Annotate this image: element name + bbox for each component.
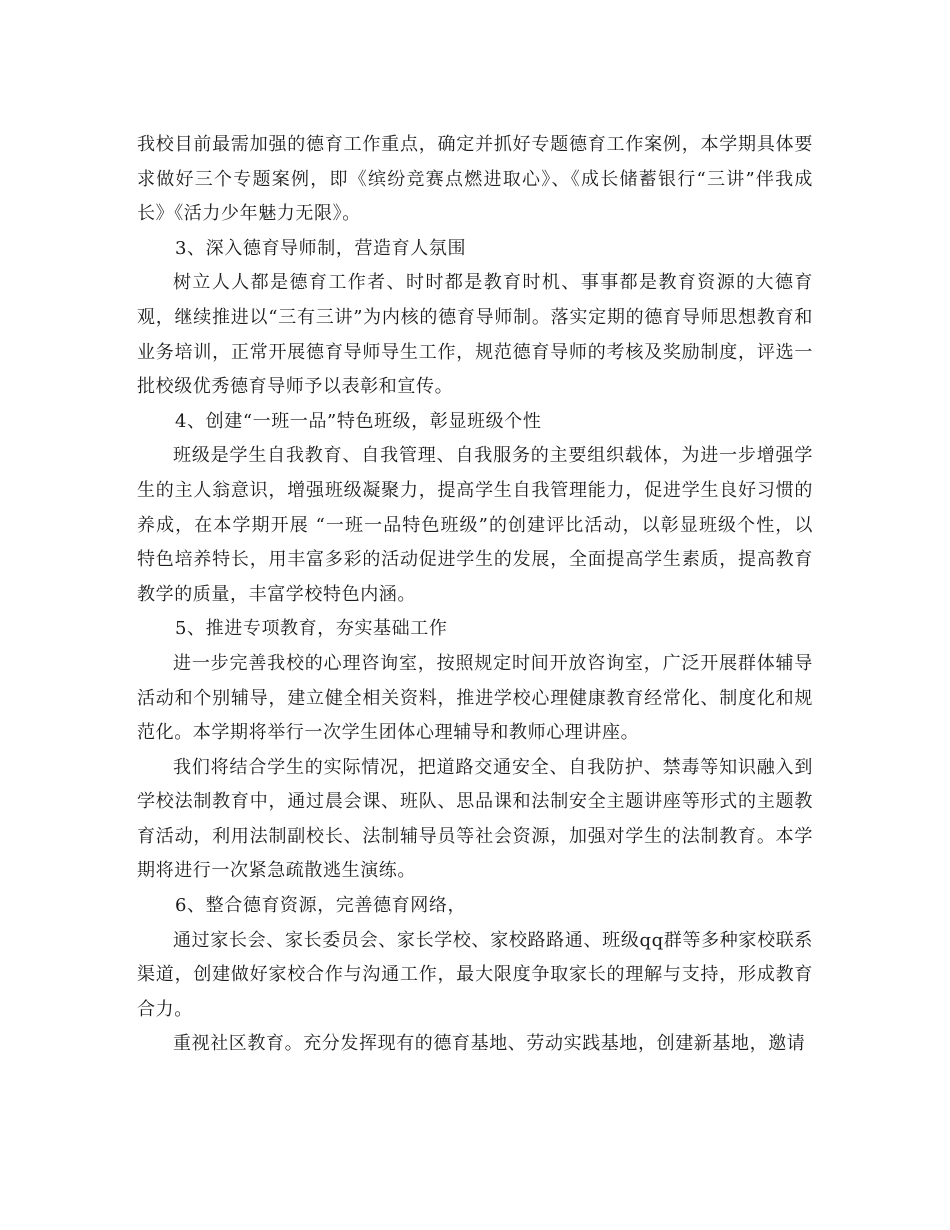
paragraph: 树立人人都是德育工作者、时时都是教育时机、事事都是教育资源的大德育观，继续推进以“三有三讲”为内核的德育导师制。落实定期的德育导师思想教育和业务培训，正常开展德育导师导生工作，规范德育导师的考核及奖励制度，评选一批校级优秀德育导师予以表彰和宣传。: [137, 272, 813, 398]
paragraph: 班级是学生自我教育、自我管理、自我服务的主要组织载体，为进一步增强学生的主人翁意识，增强班级凝聚力，提高学生自我管理能力，促进学生良好习惯的养成，在本学期开展 “一班一品特色班级”的创建评比活动，以彰显班级个性，以特色培养特长，用丰富多彩的活动促进学生的发展，全面提高学生素质，提高教育教学的质量，丰富学校特色内涵。: [137, 445, 813, 605]
paragraph: 我们将结合学生的实际情况，把道路交通安全、自我防护、禁毒等知识融入到学校法制教育中，通过晨会课、班队、思品课和法制安全主题讲座等形式的主题教育活动，利用法制副校长、法制辅导员等社会资源，加强对学生的法制教育。本学期将进行一次紧急疏散逃生演练。: [137, 756, 813, 882]
paragraph: 重视社区教育。充分发挥现有的德育基地、劳动实践基地，创建新基地，邀请: [173, 1033, 806, 1055]
paragraph: 进一步完善我校的心理咨询室，按照规定时间开放咨询室，广泛开展群体辅导活动和个别辅导，建立健全相关资料，推进学校心理健康教育经常化、制度化和规范化。本学期将举行一次学生团体心理辅导和教师心理讲座。: [137, 652, 813, 744]
paragraph: 我校目前最需加强的德育工作重点，确定并抓好专题德育工作案例，本学期具体要求做好三个专题案例，即《缤纷竞赛点燃进取心》、《成长储蓄银行“三讲”伴我成长》《活力少年魅力无限》。: [137, 134, 813, 225]
section-heading: 5、推进专项教育，夯实基础工作: [175, 618, 448, 640]
section-heading: 4、创建“一班一品”特色班级，彰显班级个性: [175, 410, 542, 432]
paragraph: 通过家长会、家长委员会、家长学校、家校路路通、班级qq群等多种家校联系渠道，创建做好家校合作与沟通工作，最大限度争取家长的理解与支持，形成教育合力。: [137, 929, 813, 1020]
document-page: [137, 128, 813, 1062]
section-heading: 6、整合德育资源，完善德育网络，: [175, 895, 467, 917]
section-heading: 3、深入德育导师制，营造育人氛围: [175, 237, 467, 259]
